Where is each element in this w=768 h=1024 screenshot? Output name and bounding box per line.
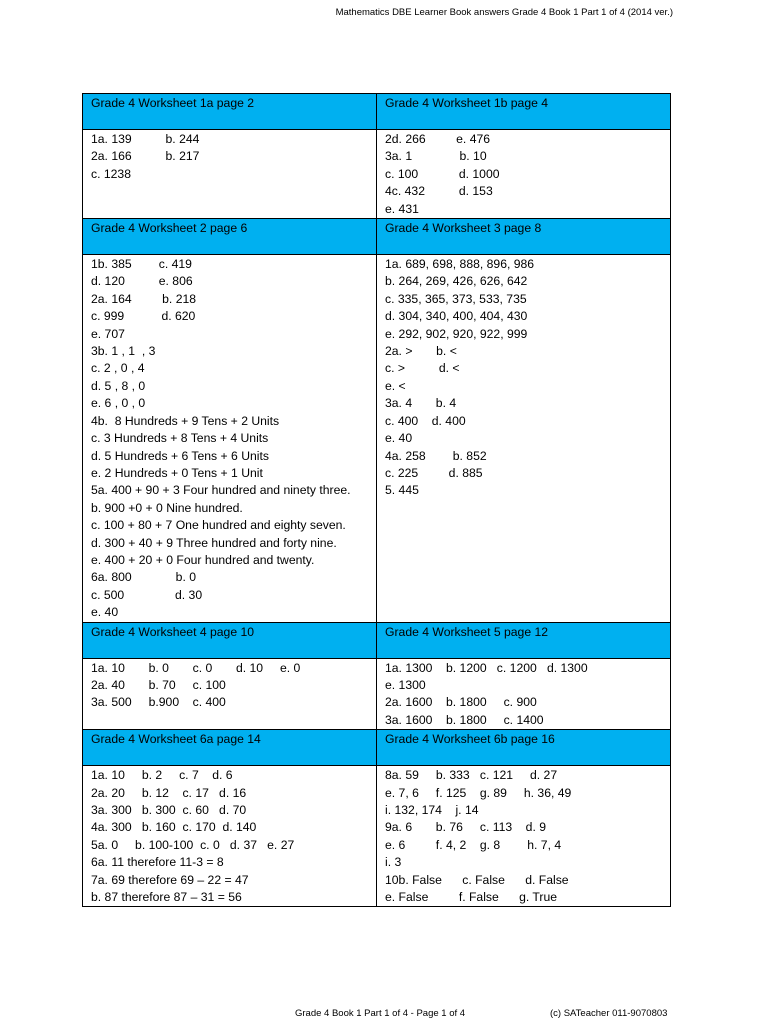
answer-line: 9a. 6 b. 76 c. 113 d. 9 — [385, 820, 547, 835]
table-row — [83, 766, 671, 907]
answer-line: 1b. 385 c. 419 — [91, 257, 192, 272]
answer-line: e. 1300 — [385, 677, 426, 692]
answer-line: 4a. 258 b. 852 — [385, 448, 487, 463]
answer-line: 2a. 20 b. 12 c. 17 d. 16 — [91, 785, 247, 800]
answer-line: e. 2 Hundreds + 0 Tens + 1 Unit — [91, 465, 263, 480]
answers-cell — [83, 130, 377, 219]
answer-line: 5. 445 — [385, 483, 419, 498]
answer-line: 3b. 1 , 1 , 3 — [91, 344, 156, 359]
answer-line: 1a. 139 b. 244 — [91, 132, 200, 146]
worksheet-title-cell: Grade 4 Worksheet 5 page 12 — [377, 622, 671, 658]
answer-line: 2a. > b. < — [385, 344, 457, 359]
answer-line: d. 5 Hundreds + 6 Tens + 6 Units — [91, 448, 269, 463]
answer-line: 1a. 10 b. 0 c. 0 d. 10 e. 0 — [91, 660, 301, 675]
answer-line: 1a. 10 b. 2 c. 7 d. 6 — [91, 768, 233, 783]
answer-line: 3a. 500 b.900 c. 400 — [91, 695, 226, 710]
answer-line: i. 132, 174 j. 14 — [385, 803, 479, 817]
worksheet-title-cell: Grade 4 Worksheet 4 page 10 — [83, 622, 377, 658]
answer-line: c. 225 d. 885 — [385, 465, 483, 480]
answer-line: b. 264, 269, 426, 626, 642 — [385, 274, 528, 289]
answer-line: 8a. 59 b. 333 c. 121 d. 27 — [385, 768, 558, 783]
answers-table — [82, 93, 671, 907]
table-header-row — [83, 219, 671, 255]
page-header: Mathematics DBE Learner Book answers Grade 4 Book 1 Part 1 of 4 (2014 ver.) — [335, 7, 673, 18]
answers-cell — [83, 766, 377, 907]
answer-line: 1a. 1300 b. 1200 c. 1200 d. 1300 — [385, 660, 588, 675]
answer-line: c. 1238 — [91, 166, 131, 181]
answer-line: c. 2 , 0 , 4 — [91, 361, 145, 376]
answer-line: c. > d. < — [385, 361, 460, 376]
answer-line: 2a. 1600 b. 1800 c. 900 — [385, 695, 537, 710]
answers-cell — [377, 130, 671, 219]
answer-line: 10b. False c. False d. False — [385, 872, 569, 887]
answer-line: e. 40 — [91, 605, 119, 620]
table-header-row — [83, 94, 671, 130]
answer-line: d. 300 + 40 + 9 Three hundred and forty nine. — [91, 535, 337, 550]
table-header-row — [83, 730, 671, 766]
answer-line: 3a. 300 b. 300 c. 60 d. 70 — [91, 803, 247, 817]
answer-line: 2a. 166 b. 217 — [91, 149, 200, 164]
answer-line: e. 6 , 0 , 0 — [91, 396, 146, 411]
table-row — [83, 658, 671, 730]
answer-line: 5a. 400 + 90 + 3 Four hundred and ninety three. — [91, 483, 351, 498]
answer-line: d. 120 e. 806 — [91, 274, 193, 289]
answers-cell — [83, 658, 377, 730]
answer-line: e. False f. False g. True — [385, 890, 558, 905]
answer-line: c. 500 d. 30 — [91, 587, 203, 602]
answer-line: e. 400 + 20 + 0 Four hundred and twenty. — [91, 552, 315, 567]
worksheet-title-cell: Grade 4 Worksheet 6a page 14 — [83, 730, 377, 766]
answer-line: i. 3 — [385, 855, 402, 870]
answer-line: e. 707 — [91, 326, 125, 341]
answer-line: c. 999 d. 620 — [91, 309, 196, 324]
answer-line: c. 335, 365, 373, 533, 735 — [385, 291, 527, 306]
answer-line: 7a. 69 therefore 69 – 22 = 47 — [91, 872, 249, 887]
answer-line: 3a. 1600 b. 1800 c. 1400 — [385, 712, 544, 727]
answer-line: 2a. 164 b. 218 — [91, 291, 197, 306]
answer-line: 2d. 266 e. 476 — [385, 132, 491, 146]
answer-line: 4a. 300 b. 160 c. 170 d. 140 — [91, 820, 257, 835]
worksheet-title-cell: Grade 4 Worksheet 1b page 4 — [377, 94, 671, 130]
answer-line: b. 900 +0 + 0 Nine hundred. — [91, 500, 243, 515]
answer-line: c. 3 Hundreds + 8 Tens + 4 Units — [91, 431, 269, 446]
worksheet-title-cell: Grade 4 Worksheet 2 page 6 — [83, 219, 377, 255]
answer-line: 6a. 800 b. 0 — [91, 570, 197, 585]
answer-line: c. 400 d. 400 — [385, 413, 466, 428]
answer-line: 1a. 689, 698, 888, 896, 986 — [385, 257, 535, 272]
answer-line: c. 100 + 80 + 7 One hundred and eighty seven. — [91, 518, 346, 533]
answers-cell — [377, 658, 671, 730]
table-row — [83, 130, 671, 219]
answer-line: e. 6 f. 4, 2 g. 8 h. 7, 4 — [385, 837, 562, 852]
answer-line: 3a. 4 b. 4 — [385, 396, 457, 411]
worksheet-title-cell: Grade 4 Worksheet 1a page 2 — [83, 94, 377, 130]
answer-line: 3a. 1 b. 10 — [385, 149, 487, 164]
answer-line: c. 100 d. 1000 — [385, 166, 500, 181]
answer-line: b. 87 therefore 87 – 31 = 56 — [91, 890, 242, 905]
answer-line: 4b. 8 Hundreds + 9 Tens + 2 Units — [91, 413, 280, 428]
answer-line: d. 5 , 8 , 0 — [91, 378, 146, 393]
worksheet-title-cell: Grade 4 Worksheet 3 page 8 — [377, 219, 671, 255]
answer-line: 2a. 40 b. 70 c. 100 — [91, 677, 226, 692]
page-footer-left: Grade 4 Book 1 Part 1 of 4 - Page 1 of 4 — [295, 1008, 466, 1019]
page-footer-right: (c) SATeacher 011-9070803 — [550, 1008, 668, 1019]
answer-line: 5a. 0 b. 100-100 c. 0 d. 37 e. 27 — [91, 837, 295, 852]
answer-line: d. 304, 340, 400, 404, 430 — [385, 309, 528, 324]
answer-line: 4c. 432 d. 153 — [385, 184, 493, 199]
answer-line: e. 7, 6 f. 125 g. 89 h. 36, 49 — [385, 785, 572, 800]
worksheet-title-cell: Grade 4 Worksheet 6b page 16 — [377, 730, 671, 766]
answer-line: e. < — [385, 378, 406, 393]
answer-line: e. 292, 902, 920, 922, 999 — [385, 326, 528, 341]
table-header-row — [83, 622, 671, 658]
answers-cell — [83, 255, 377, 623]
answer-line: 6a. 11 therefore 11-3 = 8 — [91, 855, 224, 870]
answers-cell — [377, 255, 671, 623]
answer-line: e. 40 — [385, 431, 413, 446]
answers-cell — [377, 766, 671, 907]
table-row — [83, 255, 671, 623]
answer-line: e. 431 — [385, 201, 419, 216]
